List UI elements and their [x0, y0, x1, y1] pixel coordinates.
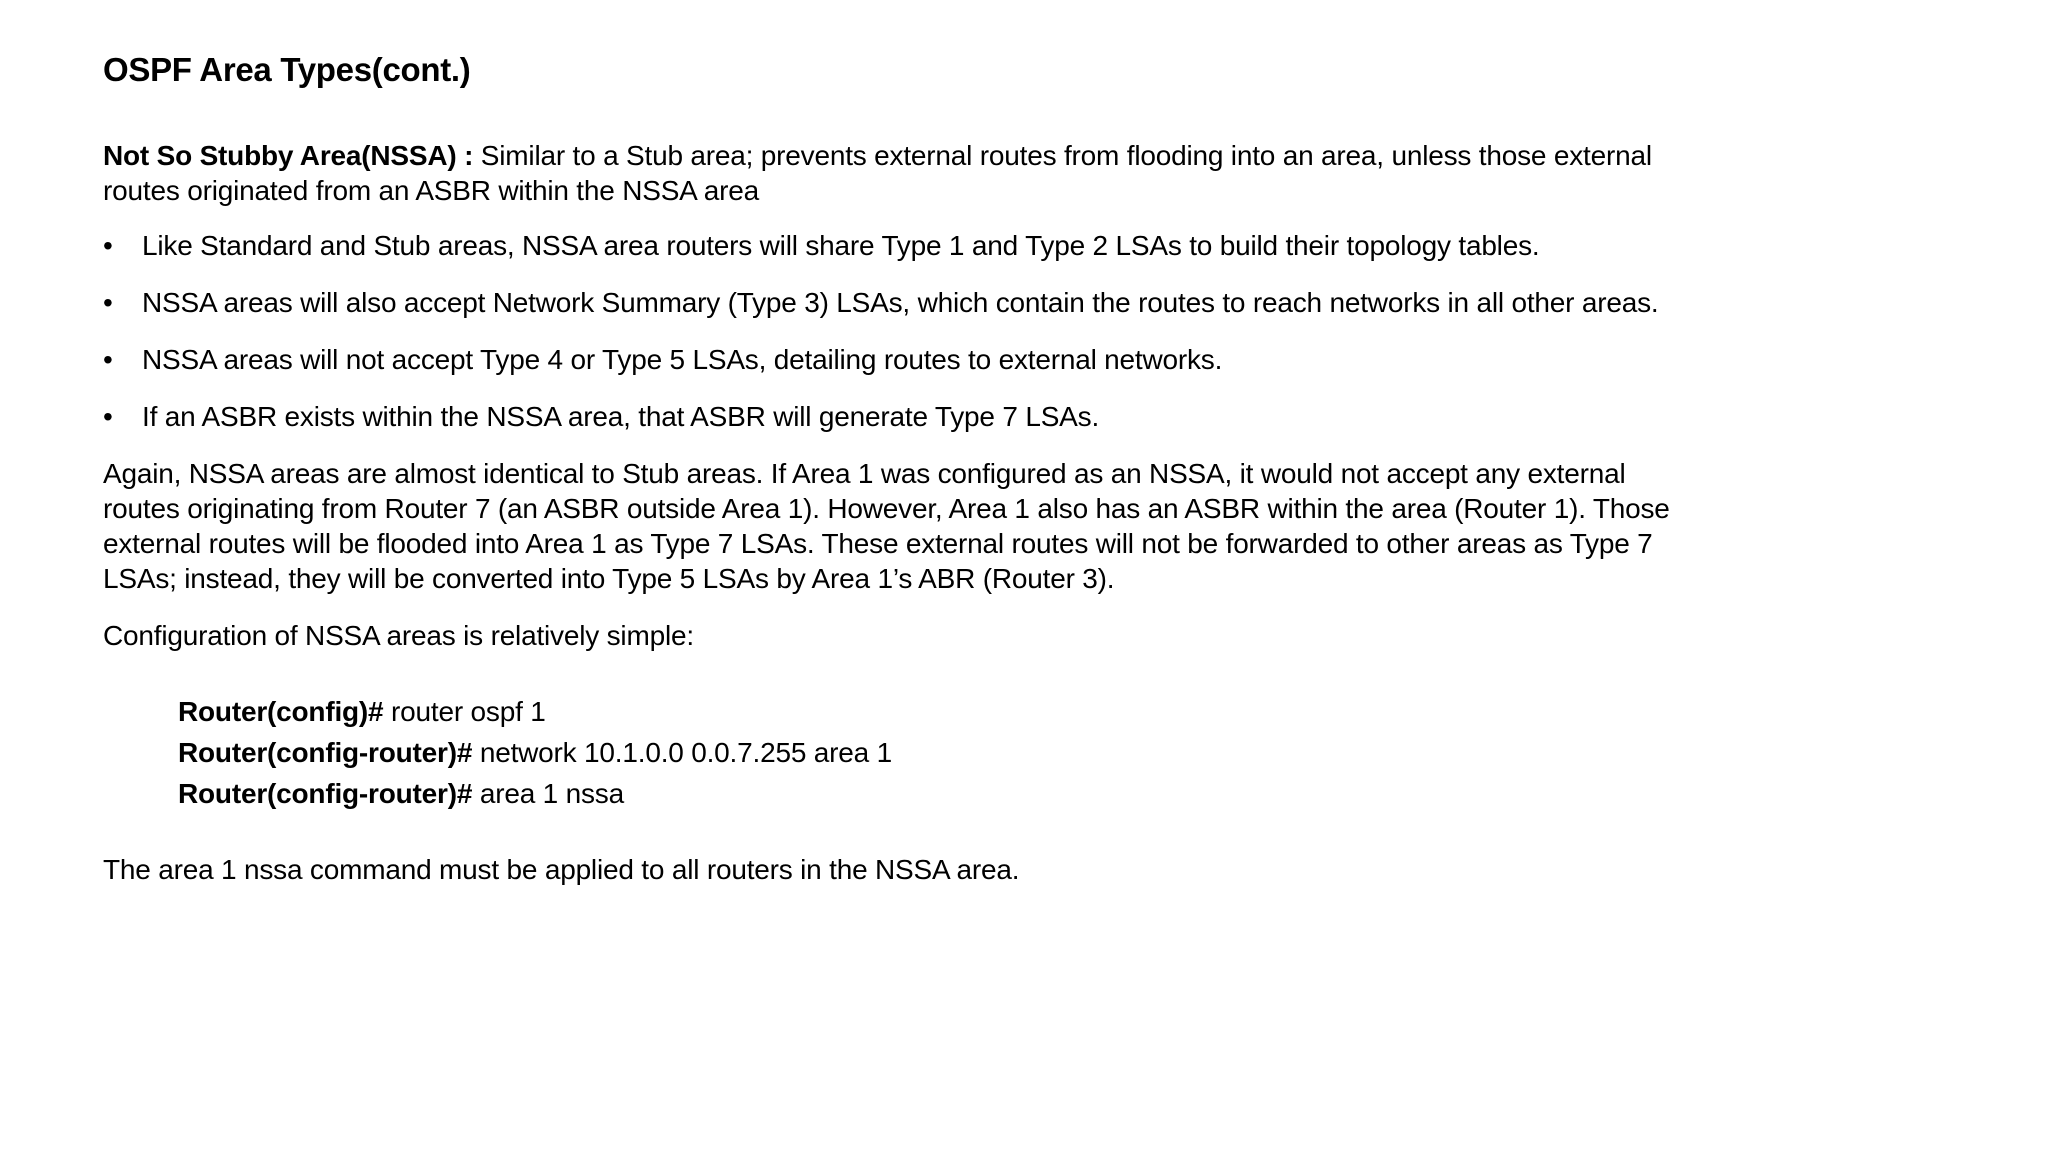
bullet-item: [103, 342, 1683, 377]
bullet-item: [103, 399, 1683, 434]
config-command: network 10.1.0.0 0.0.7.255 area 1: [472, 737, 892, 768]
nssa-definition-text: Similar to a Stub area; prevents external routes from flooding into an area, unless those external routes originated from an ASBR within the NSSA area: [103, 140, 1652, 206]
bullet-icon: •: [103, 401, 113, 432]
closing-note: The area 1 nssa command must be applied to all routers in the NSSA area.: [103, 854, 1020, 885]
bullet-text: If an ASBR exists within the NSSA area, that ASBR will generate Type 7 LSAs.: [142, 401, 1100, 432]
nssa-definition: [103, 138, 1683, 208]
config-command: router ospf 1: [383, 696, 546, 727]
nssa-term: Not So Stubby Area(NSSA) :: [103, 140, 474, 171]
config-prompt: Router(config-router)#: [178, 737, 473, 768]
config-line: [178, 691, 1683, 732]
bullet-icon: •: [103, 230, 113, 261]
bullet-text: NSSA areas will also accept Network Summary (Type 3) LSAs, which contain the routes to reach networks in all other areas.: [142, 287, 1659, 318]
config-prompt: Router(config)#: [178, 696, 384, 727]
config-line: [178, 732, 1683, 773]
bullet-text: Like Standard and Stub areas, NSSA area routers will share Type 1 and Type 2 LSAs to build their topology tables.: [142, 230, 1540, 261]
config-line: [178, 773, 1683, 814]
config-command: area 1 nssa: [472, 778, 624, 809]
bullet-icon: •: [103, 287, 113, 318]
bullet-icon: •: [103, 344, 113, 375]
config-intro-paragraph: Configuration of NSSA areas is relatively simple:: [103, 620, 694, 651]
bullet-text: NSSA areas will not accept Type 4 or Type 5 LSAs, detailing routes to external networks.: [142, 344, 1223, 375]
bullet-item: [103, 285, 1683, 320]
slide-content: [103, 48, 1683, 915]
config-commands: [178, 691, 1683, 814]
bullet-list: [103, 228, 1683, 434]
config-prompt: Router(config-router)#: [178, 778, 473, 809]
bullet-item: [103, 228, 1683, 263]
explanation-paragraph: Again, NSSA areas are almost identical to Stub areas. If Area 1 was configured as an NSSA, it would not accept any external routes originating from Router 7 (an ASBR outside Area 1). However, Area 1 also has an ASBR within the area (Router 1). Those external routes will be flooded into Area 1 as Type 7 LSAs. These external routes will not be forwarded to other areas as Type 7 LSAs; instead, they will be converted into Type 5 LSAs by Area 1’s ABR (Router 3).: [103, 458, 1670, 594]
slide-title: OSPF Area Types(cont.): [103, 51, 471, 88]
